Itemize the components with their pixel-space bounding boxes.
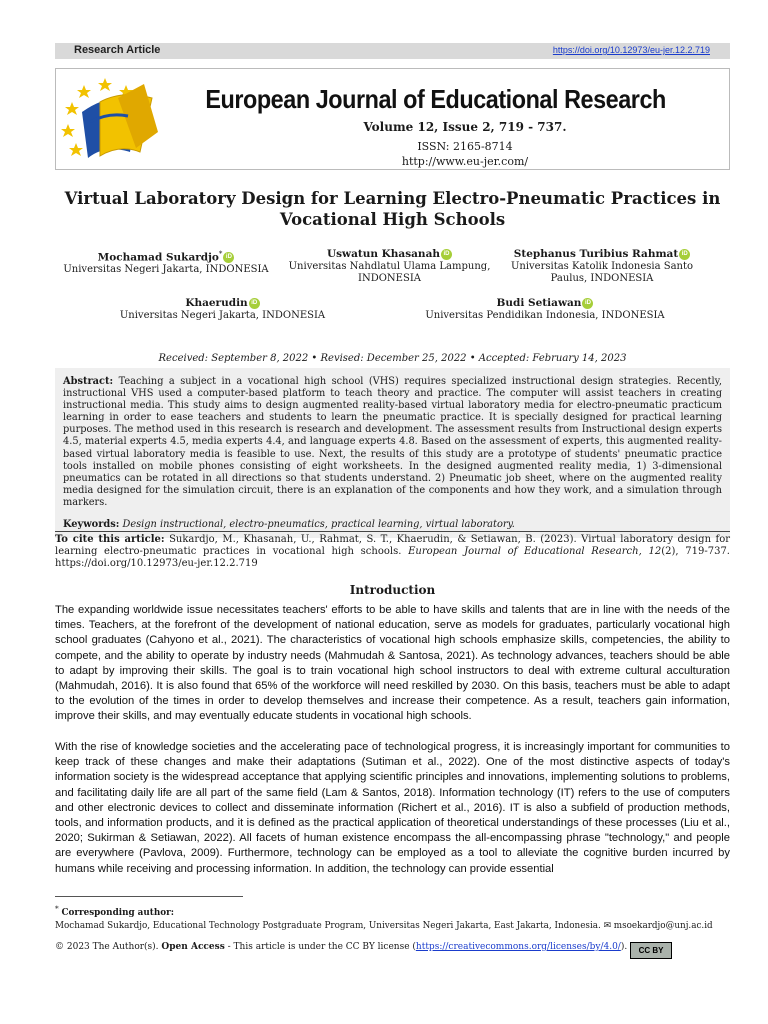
journal-logo-icon bbox=[60, 72, 178, 166]
author-affiliation: Universitas Negeri Jakarta, INDONESIA bbox=[63, 264, 269, 276]
footnote-mark: * bbox=[55, 904, 59, 913]
issn: ISSN: 2165-8714 bbox=[417, 140, 513, 153]
citation-block bbox=[55, 531, 730, 570]
body-paragraph: With the rise of knowledge societies and the accelerating pace of technological progress, it is increasingly important for communities to keep track of these changes and make their adaptations (Sutiman et al., 2022). One of the most distinctive aspects of today's information society is the widespread acceptance that applying scientific principles and innovations, implementing solutions to problems, and facilitating daily life are all part of the same field (Lam & Santos, 2018). Information technology (IT) refers to the use of computers and other electronic devices to collect and disseminate information (Richert et al., 2016). IT is also a subfield of production methods, tools, and information products, and it is defined as the practical application of theoretical understandings of these processes (Liu et al., 2020; Sukirman & Setiawan, 2022). All facets of human existence encompass the all-encompassing phrase "technology," and people are everywhere (Pavlova, 2009). Furthermore, technology can be employed as a tool to alleviate the cognitive burden incurred by humans while receiving and processing information. In addition, the technology can provide essential bbox=[55, 741, 730, 875]
author-name: Mochamad Sukardjo bbox=[97, 251, 219, 264]
author-affiliation: Universitas Negeri Jakarta, INDONESIA bbox=[119, 310, 326, 321]
email-link[interactable]: msoekardjo@unj.ac.id bbox=[613, 920, 713, 931]
footnote-divider bbox=[55, 896, 243, 897]
author-block bbox=[55, 248, 277, 276]
author-name: Uswatun Khasanah bbox=[326, 248, 441, 260]
abstract-text: Teaching a subject in a vocational high school (VHS) requires specialized instructional design strategies. Recently, instructional VHS used a computer-based platform to teach theory and practice. The computer will assist teachers in creating instructional media. This study aims to design augmented reality-based virtual laboratory media for electro-pneumatic practicum learning in order to ease teachers and students to learn the pneumatic practice. It is specially designed for practical learning purposes. The method used in this research is research and development. The assessment results from Instructional design experts 4.5, material experts 4.5, media experts 4.4, and language experts 4.8. Based on the assessment of experts, this augmented reality-based virtual laboratory media is feasible to use. Next, the results of this study are a prototype of students' pneumatic practice tools installed on mobile phones consisting of eight worksheets. In the designed augmented reality media, 1) 3-dimensional pneumatics can be rotated in all directions so that students understand. 2) Pneumatic job sheet, where on the augmented reality media designed for the simulation circuit, there is an explanation of the components and how they work, and a simulation through markers. bbox=[63, 376, 722, 508]
doi-link[interactable]: https://doi.org/10.12973/eu-jer.12.2.719 bbox=[552, 45, 710, 55]
orcid-icon[interactable]: iD bbox=[582, 298, 593, 309]
citation-pages: (2), 719-737. https://doi.org/10.12973/eu-jer.12.2.719 bbox=[55, 546, 730, 569]
journal-url[interactable]: http://www.eu-jer.com/ bbox=[401, 155, 529, 168]
license-link[interactable]: https://creativecommons.org/licenses/by/4.0/ bbox=[415, 942, 621, 952]
author-mark: * bbox=[218, 250, 223, 258]
abstract-body bbox=[63, 376, 722, 509]
copyright-text: © 2023 The Author(s). bbox=[55, 942, 159, 952]
author-affiliation: Universitas Pendidikan Indonesia, INDONESIA bbox=[425, 310, 665, 321]
author-affiliation: Universitas Nahdlatul Ulama Lampung, INDONESIA bbox=[288, 261, 491, 284]
author-block bbox=[277, 248, 502, 285]
keywords-label: Keywords: bbox=[63, 519, 120, 531]
journal-name: European Journal of Educational Research bbox=[205, 84, 666, 114]
author-block bbox=[507, 248, 697, 285]
author-name: Khaerudin bbox=[185, 297, 248, 309]
top-bar bbox=[55, 43, 730, 59]
orcid-icon[interactable]: iD bbox=[223, 252, 234, 263]
license-line bbox=[55, 941, 730, 959]
citation-journal: European Journal of Educational Research, 12 bbox=[408, 546, 662, 557]
submission-dates: Received: September 8, 2022 • Revised: December 25, 2022 • Accepted: February 14, 2023 bbox=[158, 353, 627, 364]
author-block bbox=[110, 297, 335, 322]
license-suffix: ). bbox=[620, 942, 628, 952]
license-text: - This article is under the CC BY license ( bbox=[227, 942, 416, 952]
cc-by-badge-icon[interactable]: CC BY bbox=[630, 942, 672, 959]
keywords bbox=[63, 519, 722, 531]
volume-info: Volume 12, Issue 2, 719 - 737. bbox=[363, 120, 567, 134]
keywords-text: Design instructional, electro-pneumatics, practical learning, virtual laboratory. bbox=[122, 519, 515, 531]
section-heading: Introduction bbox=[349, 583, 436, 597]
citation-label: To cite this article: bbox=[55, 534, 165, 545]
body-paragraph: The expanding worldwide issue necessitates teachers' efforts to be able to have skills and talents that are in line with the needs of the times. Teachers, at the forefront of the development of national education, serve as models for graduates, particularly vocational high school graduates (Cahyono et al., 2021). The characteristics of vocational high schools emphasize skills, competencies, the ability to compete, and the ability to operate by industry needs (Mahmudah & Santosa, 2021). As technology advances, teachers should be able to adapt by improving their skills. The goal is to train vocational high school instructors to deal with extreme cultural acculturation (Mahmudah, 2016). It is also found that 65% of the workforce will need reskilled by 2030. On this basis, teachers must be able to adapt to the evolution of the times in order to develop themselves and increase their competence. As a result, teachers gain information, improve their skills, and may eventually educate students in vocational high schools. bbox=[55, 604, 730, 723]
article-type-label: Research Article bbox=[74, 44, 161, 56]
author-block bbox=[415, 297, 675, 322]
abstract-label: Abstract: bbox=[63, 376, 114, 387]
orcid-icon[interactable]: iD bbox=[679, 249, 690, 260]
abstract-box bbox=[55, 368, 730, 538]
footnote-text: Mochamad Sukardjo, Educational Technology Postgraduate Program, Universitas Negeri Jakarta, East Jakarta, Indonesia. bbox=[55, 920, 601, 931]
footnote-label: Corresponding author: bbox=[61, 907, 174, 918]
article-title: Virtual Laboratory Design for Learning Electro-Pneumatic Practices in Vocational High Schools bbox=[64, 189, 721, 229]
footnote bbox=[55, 902, 730, 933]
envelope-icon: ✉ bbox=[603, 920, 611, 931]
orcid-icon[interactable]: iD bbox=[249, 298, 260, 309]
citation-text: Sukardjo, M., Khasanah, U., Rahmat, S. T., Khaerudin, & Setiawan, B. (2023). Virtual laboratory design for learning electro-pneumatic practices in vocational high schools. bbox=[55, 534, 730, 557]
orcid-icon[interactable]: iD bbox=[441, 249, 452, 260]
author-name: Budi Setiawan bbox=[496, 297, 582, 309]
author-name: Stephanus Turibius Rahmat bbox=[513, 248, 679, 260]
author-affiliation: Universitas Katolik Indonesia Santo Paulus, INDONESIA bbox=[510, 261, 694, 284]
open-access-label: Open Access bbox=[161, 942, 225, 952]
